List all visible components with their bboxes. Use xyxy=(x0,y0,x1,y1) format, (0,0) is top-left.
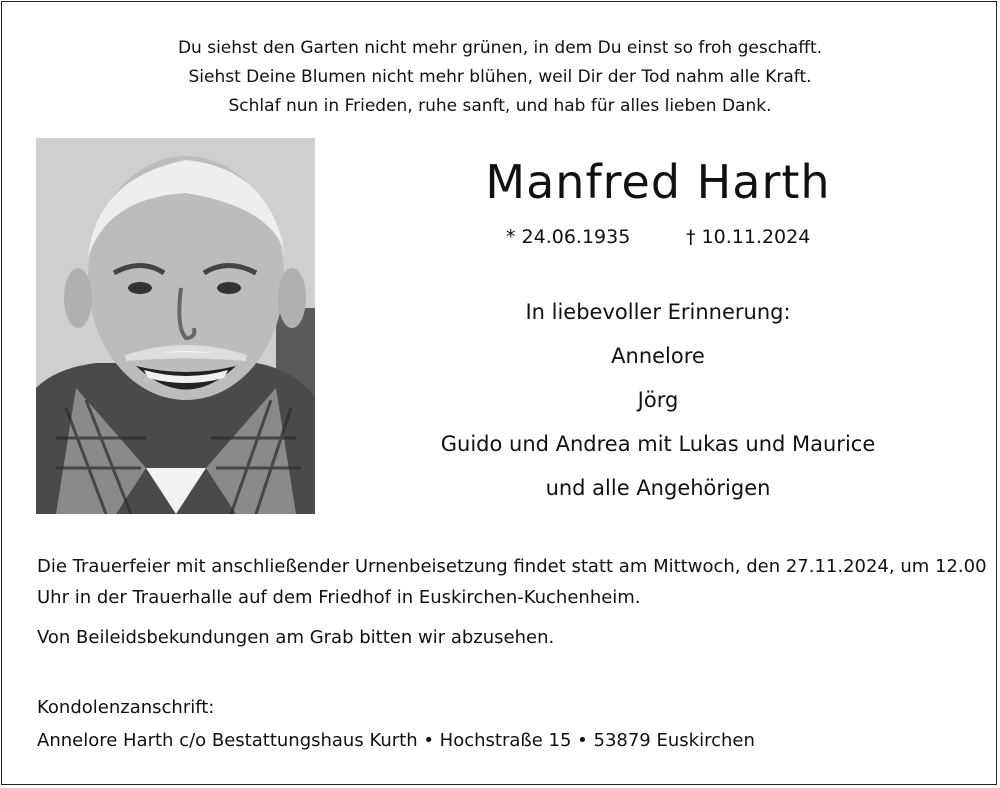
address-label: Kondolenzanschrift: xyxy=(37,697,215,718)
portrait-illustration xyxy=(36,138,315,514)
condolence-note: Von Beileidsbekundungen am Grab bitten wir abzusehen. xyxy=(37,627,555,648)
mourner-name: und alle Angehörigen xyxy=(545,476,771,500)
mourner-name: Guido und Andrea mit Lukas und Maurice xyxy=(440,432,876,456)
mourner-name: Annelore xyxy=(611,344,705,368)
mourner-name: Jörg xyxy=(637,388,679,412)
death-date: † 10.11.2024 xyxy=(686,226,811,248)
birth-date: * 24.06.1935 xyxy=(506,226,631,248)
funeral-notice xyxy=(37,551,987,653)
mourners-list xyxy=(316,290,1000,510)
poem-line: Du siehst den Garten nicht mehr grünen, in dem Du einst so froh geschafft. xyxy=(177,38,823,58)
condolence-address xyxy=(37,691,987,757)
memorial-poem xyxy=(0,34,1000,121)
deceased-name: Manfred Harth xyxy=(485,155,831,209)
mourners-heading: In liebevoller Erinnerung: xyxy=(525,300,791,324)
ceremony-details: Die Trauerfeier mit anschließender Urnenbeisetzung findet statt am Mittwoch, den 27.11.2024, um 12.00 Uhr in der Trauerhalle auf dem Friedhof in Euskirchen-Kuchenheim. xyxy=(37,556,987,608)
poem-line: Siehst Deine Blumen nicht mehr blühen, weil Dir der Tod nahm alle Kraft. xyxy=(188,67,812,87)
poem-line: Schlaf nun in Frieden, ruhe sanft, und hab für alles lieben Dank. xyxy=(228,96,772,116)
portrait-photo xyxy=(36,138,315,514)
address-line: Annelore Harth c/o Bestattungshaus Kurth • Hochstraße 15 • 53879 Euskirchen xyxy=(37,730,755,751)
